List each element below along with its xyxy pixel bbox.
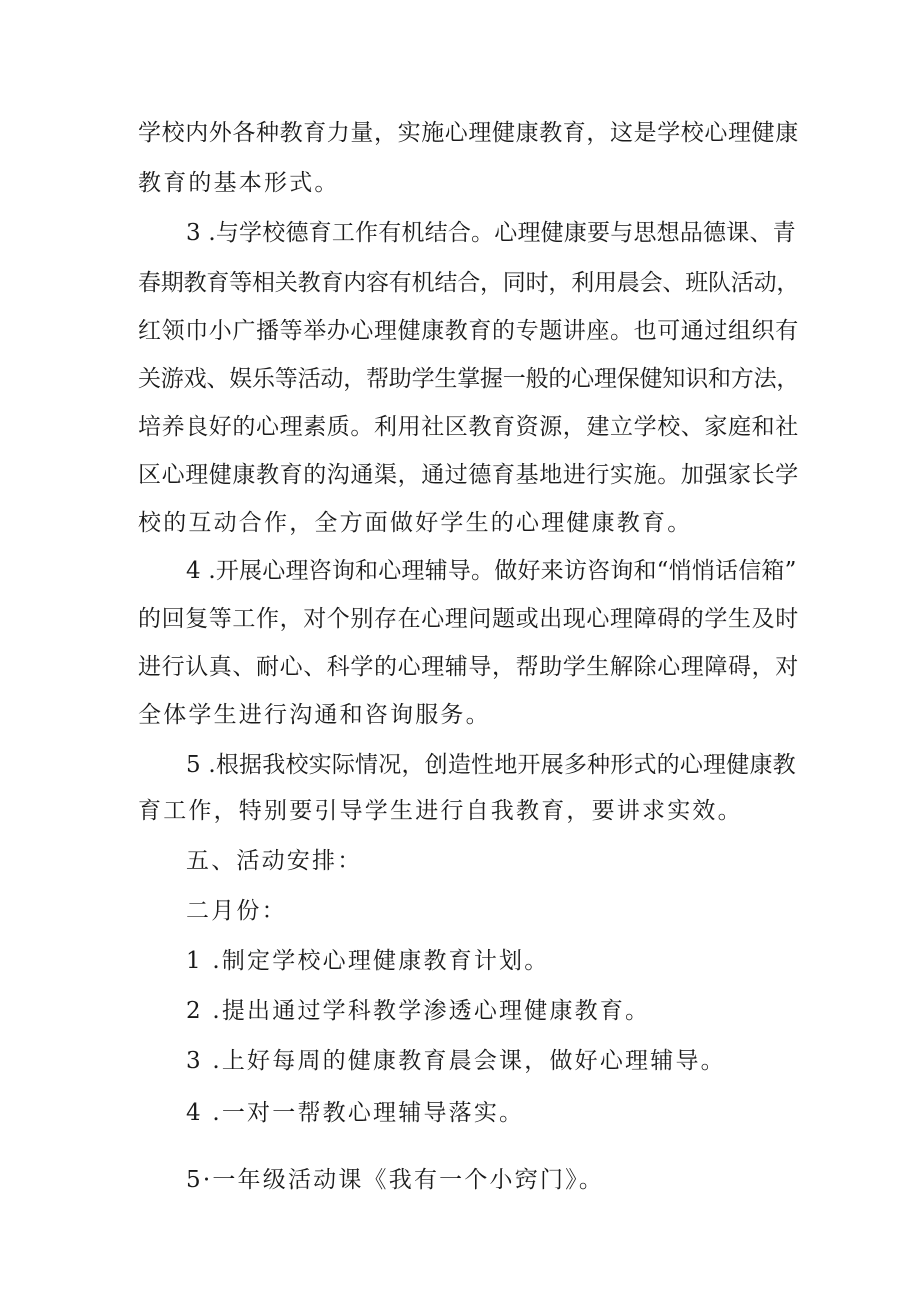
item-5-line: 育工作，特别要引导学生进行自我教育，要讲求实效。 — [138, 798, 743, 824]
item-4-line: 进行认真、耐心、科学的心理辅导，帮助学生解除心理障碍，对 — [138, 654, 799, 680]
text-line: 学校内外各种教育力量，实施心理健康教育，这是学校心理健康 — [138, 120, 799, 146]
text-line: 教育的基本形式。 — [138, 170, 340, 196]
activity-item: 1 .制定学校心理健康教育计划。 — [186, 948, 550, 974]
section-heading: 五、活动安排： — [186, 848, 363, 874]
item-5-line: 5 .根据我校实际情况，创造性地开展多种形式的心理健康教 — [186, 752, 796, 778]
item-3-line: 春期教育等相关教育内容有机结合，同时，利用晨会、班队活动， — [138, 270, 800, 296]
item-4-line: 的回复等工作，对个别存在心理问题或出现心理障碍的学生及时 — [138, 606, 799, 632]
item-3-line: 关游戏、娱乐等活动，帮助学生掌握一般的心理保健知识和方法， — [138, 366, 800, 392]
item-3-line: 培养良好的心理素质。利用社区教育资源，建立学校、家庭和社 — [138, 414, 799, 440]
item-3-line: 3 .与学校德育工作有机结合。心理健康要与思想品德课、青 — [186, 220, 796, 246]
item-3-line: 红领巾小广播等举办心理健康教育的专题讲座。也可通过组织有 — [138, 318, 799, 344]
item-4-line: 4 .开展心理咨询和心理辅导。做好来访咨询和“悄悄话信箱” — [186, 558, 797, 584]
activity-item: 3 .上好每周的健康教育晨会课，做好心理辅导。 — [186, 1048, 726, 1074]
activity-item: 5·一年级活动课《我有一个小窍门》。 — [186, 1167, 605, 1193]
activity-item: 2 .提出通过学科教学渗透心理健康教育。 — [186, 998, 651, 1024]
item-3-line: 区心理健康教育的沟通渠，通过德育基地进行实施。加强家长学 — [138, 462, 799, 488]
activity-item: 4 .一对一帮教心理辅导落实。 — [186, 1100, 525, 1126]
item-3-line: 校的互动合作，全方面做好学生的心理健康教育。 — [138, 510, 693, 536]
month-heading: 二月份： — [186, 898, 287, 924]
item-4-line: 全体学生进行沟通和咨询服务。 — [138, 702, 491, 728]
